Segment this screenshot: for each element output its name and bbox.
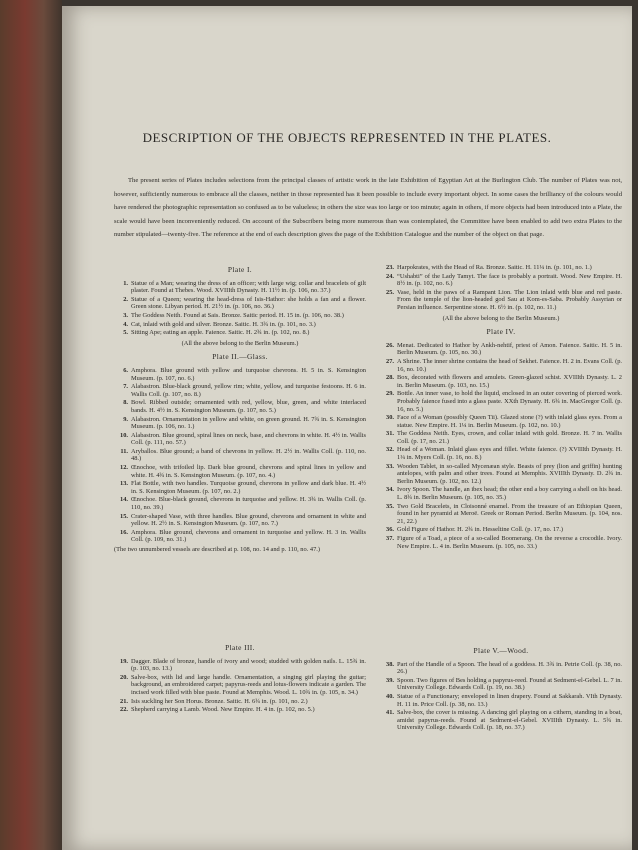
entry-text: Ivory Spoon. The handle, an ibex head; the other end a boy carrying a shell on his head. L. 8¾ in. Berlin Museum. (p. 105, no. 35.) <box>397 486 622 502</box>
catalogue-entry <box>114 280 366 295</box>
plate-5-heading: Plate V.—Wood. <box>473 646 529 655</box>
catalogue-entry <box>380 463 622 486</box>
entry-number: 21. <box>120 697 128 705</box>
entry-text: Wooden Tablet, in so-called Mycenæan style. Beasts of prey (lion and griffin) hunting antelopes, with palm and other trees. Found at Memphis. XVIIIth Dynasty. D. 2¾ in. Berlin Museum. (p. 102, no. 12.) <box>397 462 622 485</box>
entry-text: Amphora. Blue ground with yellow and turquoise chevrons. H. 5 in. S. Kensington Museum. (p. 107, no. 6.) <box>131 366 366 382</box>
catalogue-entry <box>114 321 366 329</box>
left-column-bottom <box>114 640 366 715</box>
entry-text: Flat Bottle, with two handles. Turquoise ground, chevrons in yellow and dark blue. H. 4½ in. S. Kensington Museum. (p. 107, no. 2.) <box>131 480 366 495</box>
entry-number: 12. <box>120 464 128 472</box>
catalogue-entry <box>114 367 366 382</box>
entry-number: 31. <box>386 430 394 438</box>
entry-number: 16. <box>120 528 128 536</box>
entry-text: Bottle. An inner vase, to hold the liquid, enclosed in an outer covering of pierced work. Probably faience fused into a glass paste. XXth Dynasty. H. 6¾ in. MacGregor Coll. (p. 16, no. 5.) <box>397 390 622 413</box>
entry-text: Shepherd carrying a Lamb. Wood. New Empire. H. 4 in. (p. 102, no. 5.) <box>131 706 315 714</box>
entry-text: Bowl. Ribbed outside; ornamented with red, yellow, blue, green, and white interlaced bands. H. 4½ in. S. Kensington Museum. (p. 107, no. 5.) <box>131 399 366 414</box>
book-page <box>62 6 632 850</box>
entry-text: The Goddess Neith. Eyes, crown, and collar inlaid with gold. Bronze. H. 7 in. Wallis Coll. (p. 17, no. 21.) <box>397 430 622 445</box>
entry-text: Part of the Handle of a Spoon. The head of a goddess. H. 3¾ in. Petrie Coll. (p. 38, no. 26.) <box>397 660 622 676</box>
entry-text: A Shrine. The inner shrine contains the head of Sekhet. Faience. H. 2 in. Evans Coll. (p. 16, no. 10.) <box>397 357 622 373</box>
entry-number: 38. <box>386 660 394 668</box>
catalogue-entry <box>114 529 366 544</box>
page-title: DESCRIPTION OF THE OBJECTS REPRESENTED IN THE PLATES. <box>142 130 552 145</box>
entry-text: Two Gold Bracelets, in Cloisonné enamel. From the treasure of an Ethiopian Queen, found in her pyramid at Meroë. Greek or Roman Period. Berlin Museum. (p. 104, nos. 21, 22.) <box>397 502 622 525</box>
plate-1-note: (All the above belong to the Berlin Museum.) <box>181 339 299 347</box>
catalogue-entry <box>114 383 366 398</box>
catalogue-entry <box>380 289 622 312</box>
entry-number: 5. <box>123 329 128 337</box>
plate-4-list <box>380 342 622 550</box>
catalogue-entry <box>114 432 366 447</box>
catalogue-entry <box>114 448 366 463</box>
catalogue-entry <box>380 677 622 692</box>
entry-number: 40. <box>386 692 394 700</box>
entry-text: Alabastron. Ornamentation in yellow and white, on green ground. H. 7¾ in. S. Kensington Museum. (p. 106, no. 1.) <box>131 415 366 431</box>
entry-number: 29. <box>386 390 394 398</box>
book-spine-edge <box>0 0 62 850</box>
entry-number: 7. <box>123 383 128 391</box>
entry-number: 1. <box>123 279 128 287</box>
entry-text: Isis suckling her Son Horus. Bronze. Saitic. H. 6¾ in. (p. 101, no. 2.) <box>131 697 308 705</box>
entry-text: Œnochoe. Blue-black ground, chevrons in turquoise and yellow. H. 3¾ in. Wallis Coll. (p. 110, no. 39.) <box>131 496 366 512</box>
entry-text: Salve-box, with lid and large handle. Ornamentation, a singing girl playing the guitar; background, an embroidered carpet; papyrus-reeds and lotus-flowers indicate a garden. The incised work filled with blue paste. Found at Memphis. Wood. L. 10¾ in. (p. 105, n. 34.) <box>131 673 366 696</box>
entry-number: 28. <box>386 374 394 382</box>
entry-number: 26. <box>386 341 394 349</box>
entry-number: 11. <box>120 447 128 455</box>
entry-number: 34. <box>386 486 394 494</box>
intro-paragraph <box>114 174 622 242</box>
entry-text: Statue of a Queen; wearing the head-dress of Isis-Hathor: she holds a fan and a flower. Green stone. Libyan period. H. 21½ in. (p. 106, no. 36.) <box>131 295 366 311</box>
entry-number: 32. <box>386 446 394 454</box>
entry-number: 8. <box>123 399 128 407</box>
right-column-top <box>380 264 622 551</box>
entry-number: 14. <box>120 496 128 504</box>
catalogue-entry <box>114 312 366 320</box>
plate-4-heading: Plate IV. <box>486 327 516 337</box>
entry-text: “Ushabti” of the Lady Tamyt. The face is probably a portrait. Wood. New Empire. H. 8½ in. (p. 102, no. 6.) <box>397 272 622 288</box>
catalogue-entry <box>114 674 366 697</box>
entry-number: 41. <box>386 709 394 717</box>
entry-number: 39. <box>386 676 394 684</box>
catalogue-entry <box>380 358 622 373</box>
catalogue-entry <box>114 464 366 479</box>
catalogue-entry <box>380 486 622 501</box>
plate-2-list <box>114 367 366 544</box>
entry-number: 22. <box>120 706 128 714</box>
catalogue-entry <box>114 480 366 495</box>
entry-number: 20. <box>120 673 128 681</box>
plate-5-list <box>380 661 622 732</box>
entry-number: 19. <box>120 657 128 665</box>
catalogue-entry <box>380 374 622 389</box>
entry-number: 2. <box>123 295 128 303</box>
catalogue-entry <box>380 264 622 272</box>
entry-number: 15. <box>120 512 128 520</box>
entry-text: Head of a Woman. Inlaid glass eyes and fillet. White faience. (?) XVIIIth Dynasty. H. 1¼ in. Myers Coll. (p. 16, no. 8.) <box>397 446 622 462</box>
entry-number: 9. <box>123 415 128 423</box>
entry-number: 36. <box>386 526 394 534</box>
entry-text: Œnochoe, with trifoiled lip. Dark blue ground, chevrons and spiral lines in yellow and white. H. 4¾ in. S. Kensington Museum. (p. 107, no. 4.) <box>131 464 366 479</box>
right-column-bottom <box>380 643 622 733</box>
catalogue-entry <box>380 709 622 732</box>
plate-2-heading: Plate II.—Glass. <box>212 352 268 362</box>
plate-1-list <box>114 280 366 337</box>
entry-number: 23. <box>386 264 394 271</box>
entry-text: Spoon. Two figures of Bes holding a papyrus-reed. Found at Sedment-el-Gebel. L. 7 in. University College. Edwards Coll. (p. 19, no. 38.) <box>397 676 622 692</box>
plate-3-note: (All the above belong to the Berlin Museum.) <box>442 314 560 322</box>
plate-1-heading: Plate I. <box>227 265 253 274</box>
left-column-top <box>114 262 366 560</box>
catalogue-entry <box>114 496 366 511</box>
catalogue-entry <box>114 296 366 311</box>
entry-text: Aryballos. Blue ground; a band of chevrons in yellow. H. 2½ in. Wallis Coll. (p. 110, no. 48.) <box>131 447 366 463</box>
catalogue-entry <box>114 416 366 431</box>
catalogue-entry <box>114 658 366 673</box>
entry-number: 24. <box>386 272 394 280</box>
catalogue-entry <box>114 706 366 714</box>
entry-number: 25. <box>386 288 394 296</box>
entry-text: Statue of a Man; wearing the dress of an officer; with large wig; collar and bracelets of gilt plaster. Found at Thebes. Wood. XVIIIth Dynasty. H. 11½ in. (p. 106, no. 37.) <box>131 279 366 295</box>
entry-number: 4. <box>123 320 128 328</box>
entry-number: 10. <box>120 431 128 439</box>
entry-text: Vase, held in the paws of a Rampant Lion. The Lion inlaid with blue and red paste. From the temple of the lion-headed god Sau at Kom-es-Saba. Probably Assyrian or Persian influence. Serpentine stone. H. 6½ in. (p. 102, no. 11.) <box>397 288 622 311</box>
entry-number: 35. <box>386 502 394 510</box>
plate-3-cont-list <box>380 264 622 312</box>
entry-text: Sitting Ape; eating an apple. Faience. Saitic. H. 2¾ in. (p. 102, no. 8.) <box>131 329 310 337</box>
entry-number: 6. <box>123 366 128 374</box>
entry-text: Crater-shaped Vase, with three handles. Blue ground, chevrons and ornament in white and yellow. H. 2½ in. S. Kensington Museum. (p. 107, no. 7.) <box>131 512 366 528</box>
entry-text: Face of a Woman (possibly Queen Tii). Glazed stone (?) with inlaid glass eyes. From a statue. New Empire. H. 1¼ in. Berlin Museum. (p. 102, no. 10.) <box>397 414 622 429</box>
entry-text: Cat, inlaid with gold and silver. Bronze. Saitic. H. 3¾ in. (p. 101, no. 3.) <box>131 320 316 328</box>
catalogue-entry <box>114 513 366 528</box>
entry-number: 13. <box>120 480 128 488</box>
catalogue-entry <box>380 693 622 708</box>
catalogue-entry <box>380 446 622 461</box>
entry-text: Statue of a Functionary; enveloped in linen drapery. Found at Sakkarah. VIth Dynasty. H. 11 in. Price Coll. (p. 38, no. 13.) <box>397 692 622 708</box>
catalogue-entry <box>380 535 622 550</box>
catalogue-entry <box>114 329 366 337</box>
entry-text: Box, decorated with flowers and amulets. Green-glazed schist. XVIIIth Dynasty. L. 2 in. Berlin Museum. (p. 103, no. 15.) <box>397 374 622 389</box>
catalogue-entry <box>380 390 622 413</box>
catalogue-entry <box>380 661 622 676</box>
entry-text: Alabastron. Blue-black ground, yellow rim; white, yellow, and turquoise festoons. H. 6 in. Wallis Coll. (p. 107, no. 8.) <box>131 383 366 398</box>
entry-number: 37. <box>386 535 394 542</box>
plate-2-note: (The two unnumbered vessels are described at p. 108, no. 14 and p. 110, no. 47.) <box>114 546 320 553</box>
entry-number: 33. <box>386 462 394 470</box>
entry-text: Menat. Dedicated to Hathor by Ankh-nehtif, priest of Amon. Faience. Saitic. H. 5 in. Berlin Museum. (p. 105, no. 30.) <box>397 341 622 357</box>
catalogue-entry <box>380 503 622 526</box>
entry-text: Salve-box, the cover is missing. A dancing girl playing on a cithern, standing in a boat, amidst papyrus-reeds. Found at Sedment-el-Gebel. XVIIIth Dynasty. L. 5¾ in. University College. Edwards Coll. (p. 18, no. 37.) <box>397 709 622 732</box>
entry-text: Amphora. Blue ground, chevrons and ornament in turquoise and yellow. H. 3 in. Wallis Coll. (p. 109, no. 31.) <box>131 528 366 544</box>
catalogue-entry <box>380 414 622 429</box>
entry-text: Dagger. Blade of bronze, handle of ivory and wood; studded with golden nails. L. 15¾ in. (p. 103, no. 13.) <box>131 657 366 673</box>
entry-number: 3. <box>123 311 128 319</box>
entry-text: Alabastron. Blue ground, spiral lines on neck, base, and chevrons in white. H. 4½ in. Wallis Coll. (p. 111, no. 57.) <box>131 431 366 447</box>
entry-text: Figure of a Toad, a piece of a so-called Boomerang. On the reverse a crocodile. Ivory. New Empire. L. 4 in. Berlin Museum. (p. 105, no. 33.) <box>397 535 622 550</box>
catalogue-entry <box>114 698 366 706</box>
entry-number: 30. <box>386 414 394 422</box>
entry-number: 27. <box>386 357 394 365</box>
entry-text: The Goddess Neith. Found at Sais. Bronze. Saitic period. H. 15 in. (p. 106, no. 38.) <box>131 311 344 319</box>
entry-text: Harpokrates, with the Head of Ra. Bronze. Saitic. H. 11¼ in. (p. 101, no. 1.) <box>397 264 592 271</box>
catalogue-entry <box>380 526 622 534</box>
catalogue-entry <box>380 342 622 357</box>
plate-3-list <box>114 658 366 714</box>
catalogue-entry <box>380 273 622 288</box>
catalogue-entry <box>380 430 622 445</box>
intro-text: The present series of Plates includes selections from the principal classes of artistic work in the late Exhibition of Egyptian Art at the Burlington Club. The number of Plates was not, however, sufficiently numerous to embrace all the classes, neither in those represented has it been possible to include every important object. In some cases the brilliancy of the colours would have rendered the photographic representation so confused as to be valueless; in others the size was too large or too minute; again in others, if more objects had been introduced into a Plate, the scale would have been inconveniently reduced. On account of the Subscribers being more numerous than was contemplated, the Committee have been enabled to add two extra Plates to the number stipulated—twenty-five. The reference at the end of each description gives the page of the Exhibition Catalogue and the number of the object on that page. <box>114 177 622 239</box>
entry-text: Gold Figure of Hathor. H. 2¾ in. Hesseltine Coll. (p. 17, no. 17.) <box>397 526 563 534</box>
plate-3-heading: Plate III. <box>225 643 255 652</box>
catalogue-entry <box>114 399 366 414</box>
